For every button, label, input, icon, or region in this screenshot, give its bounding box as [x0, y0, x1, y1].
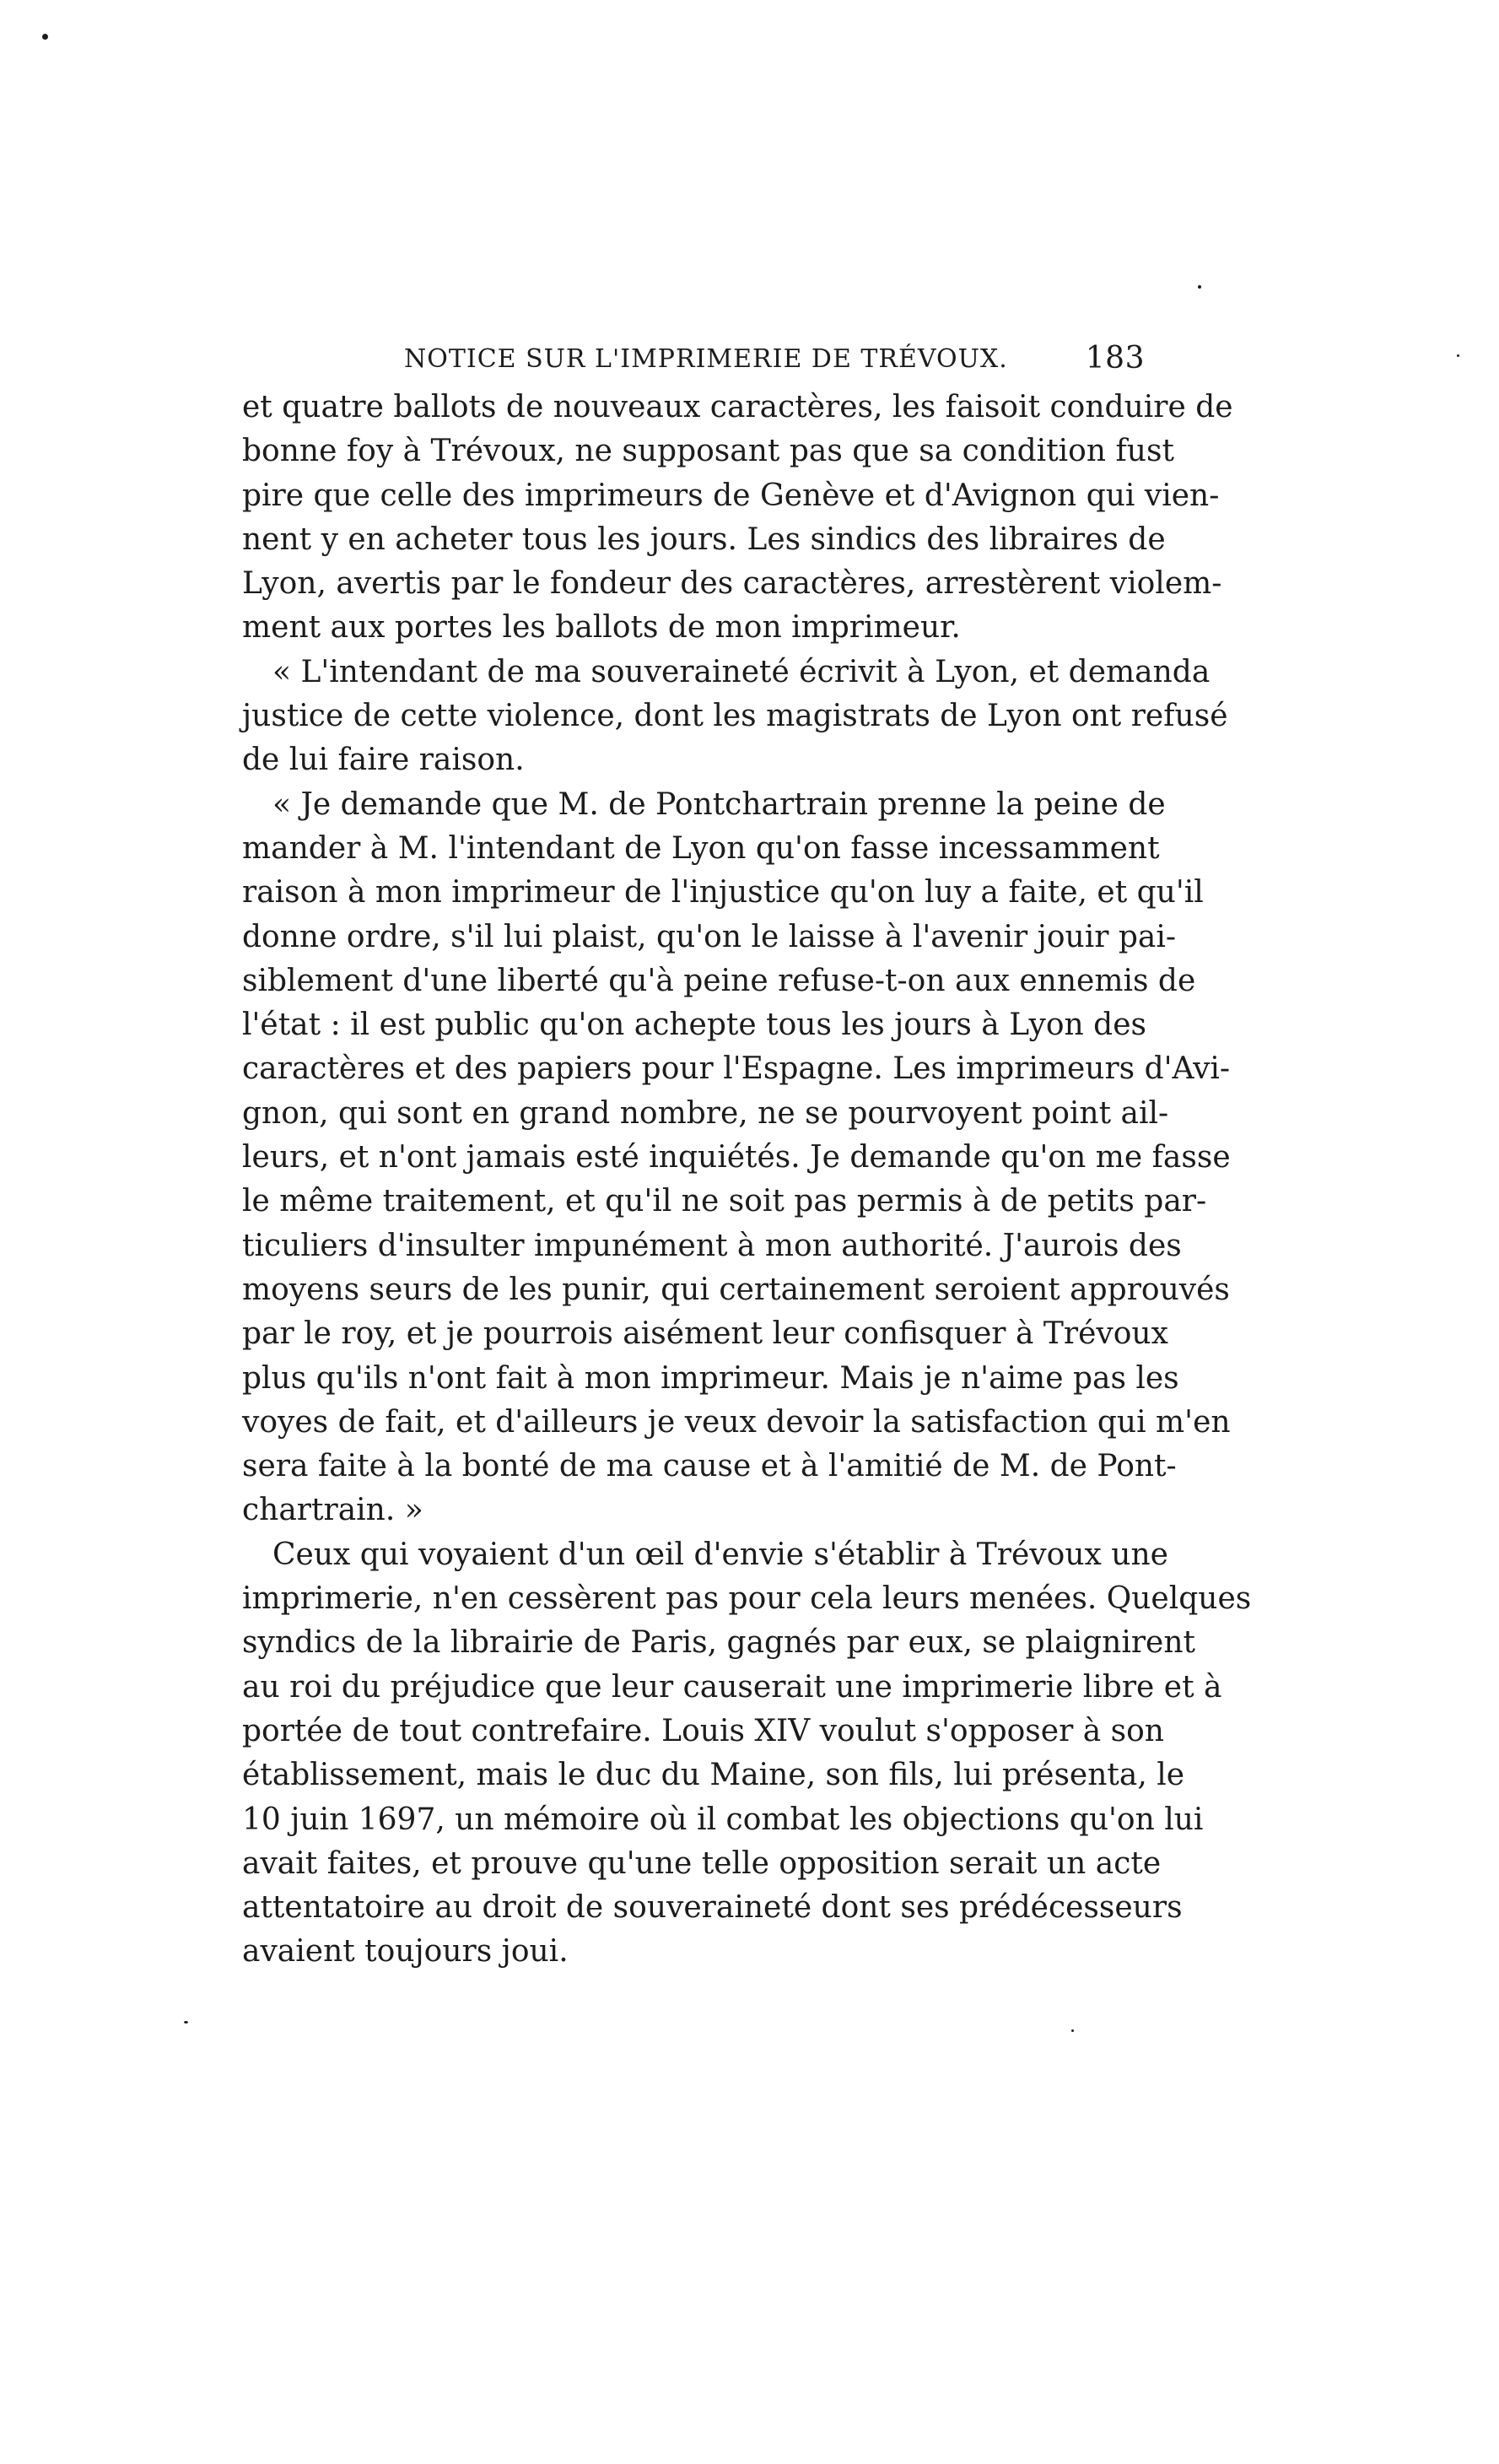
- text-line: le même traitement, et qu'il ne soit pas permis à de petits par-: [242, 1184, 1207, 1219]
- text-line: ment aux portes les ballots de mon imprimeur.: [242, 610, 961, 646]
- ink-speck: [42, 34, 48, 40]
- text-line: l'état : il est public qu'on achepte tous les jours à Lyon des: [242, 1008, 1146, 1043]
- text-line: « L'intendant de ma souveraineté écrivit à Lyon, et demanda: [272, 654, 1211, 689]
- text-line: bonne foy à Trévoux, ne supposant pas que sa condition fust: [242, 434, 1174, 469]
- text-line: mander à M. l'intendant de Lyon qu'on fasse incessamment: [242, 830, 1160, 866]
- text-line: portée de tout contrefaire. Louis XIV voulut s'opposer à son: [242, 1713, 1164, 1748]
- text-line: imprimerie, n'en cessèrent pas pour cela leurs menées. Quelques: [242, 1581, 1252, 1617]
- text-line: sera faite à la bonté de ma cause et à l'amitié de M. de Pont-: [242, 1449, 1177, 1484]
- text-line: établissement, mais le duc du Maine, son fils, lui présenta, le: [242, 1758, 1185, 1793]
- text-line: plus qu'ils n'ont fait à mon imprimeur. Mais je n'aime pas les: [242, 1360, 1179, 1396]
- text-line: ticuliers d'insulter impunément à mon authorité. J'aurois des: [242, 1228, 1182, 1263]
- text-line: « Je demande que M. de Pontchartrain prenne la peine de: [272, 786, 1166, 822]
- text-line: Lyon, avertis par le fondeur des caractères, arrestèrent violem-: [242, 566, 1222, 602]
- ink-speck: [1198, 285, 1201, 289]
- text-line: voyes de fait, et d'ailleurs je veux devoir la satisfaction qui m'en: [242, 1404, 1231, 1440]
- ink-speck: [1457, 354, 1459, 357]
- text-line: gnon, qui sont en grand nombre, ne se pourvoyent point ail-: [242, 1095, 1169, 1131]
- running-title: NOTICE SUR L'IMPRIMERIE DE TRÉVOUX.: [404, 344, 1008, 374]
- text-line: nent y en acheter tous les jours. Les sindics des libraires de: [242, 521, 1166, 557]
- text-line: avaient toujours joui.: [242, 1934, 569, 1970]
- text-line: 10 juin 1697, un mémoire où il combat les objections qu'on lui: [242, 1802, 1204, 1837]
- text-line: justice de cette violence, dont les magistrats de Lyon ont refusé: [242, 699, 1228, 734]
- text-line: syndics de la librairie de Paris, gagnés par eux, se plaignirent: [242, 1625, 1195, 1661]
- text-line: par le roy, et je pourrois aisément leur confisquer à Trévoux: [242, 1316, 1168, 1352]
- text-line: attentatoire au droit de souveraineté dont ses prédécesseurs: [242, 1890, 1183, 1926]
- body-text: [242, 386, 1252, 1975]
- text-line: leurs, et n'ont jamais esté inquiétés. Je demande qu'on me fasse: [242, 1140, 1231, 1175]
- text-line: moyens seurs de les punir, qui certainement seroient approuvés: [242, 1272, 1230, 1307]
- text-line: donne ordre, s'il lui plaist, qu'on le laisse à l'avenir jouir pai-: [242, 919, 1177, 954]
- text-line: chartrain. »: [242, 1493, 423, 1528]
- text-line: caractères et des papiers pour l'Espagne. Les imprimeurs d'Avi-: [242, 1051, 1231, 1087]
- text-line: et quatre ballots de nouveaux caractères, les faisoit conduire de: [242, 390, 1233, 424]
- text-line: de lui faire raison.: [242, 743, 525, 778]
- text-line: avait faites, et prouve qu'une telle opposition serait un acte: [242, 1845, 1162, 1881]
- ink-speck: [1071, 2029, 1074, 2032]
- text-line: Ceux qui voyaient d'un œil d'envie s'établir à Trévoux une: [272, 1537, 1168, 1572]
- text-line: raison à mon imprimeur de l'injustice qu'on luy a faite, et qu'il: [242, 875, 1204, 910]
- running-head: [244, 336, 1145, 386]
- ink-speck: [184, 2021, 188, 2024]
- text-line: pire que celle des imprimeurs de Genève et d'Avignon qui vien-: [242, 478, 1220, 513]
- text-line: siblement d'une liberté qu'à peine refuse-t-on aux ennemis de: [242, 963, 1196, 998]
- page-number: 183: [1085, 341, 1145, 376]
- text-line: au roi du préjudice que leur causerait une imprimerie libre et à: [242, 1669, 1222, 1705]
